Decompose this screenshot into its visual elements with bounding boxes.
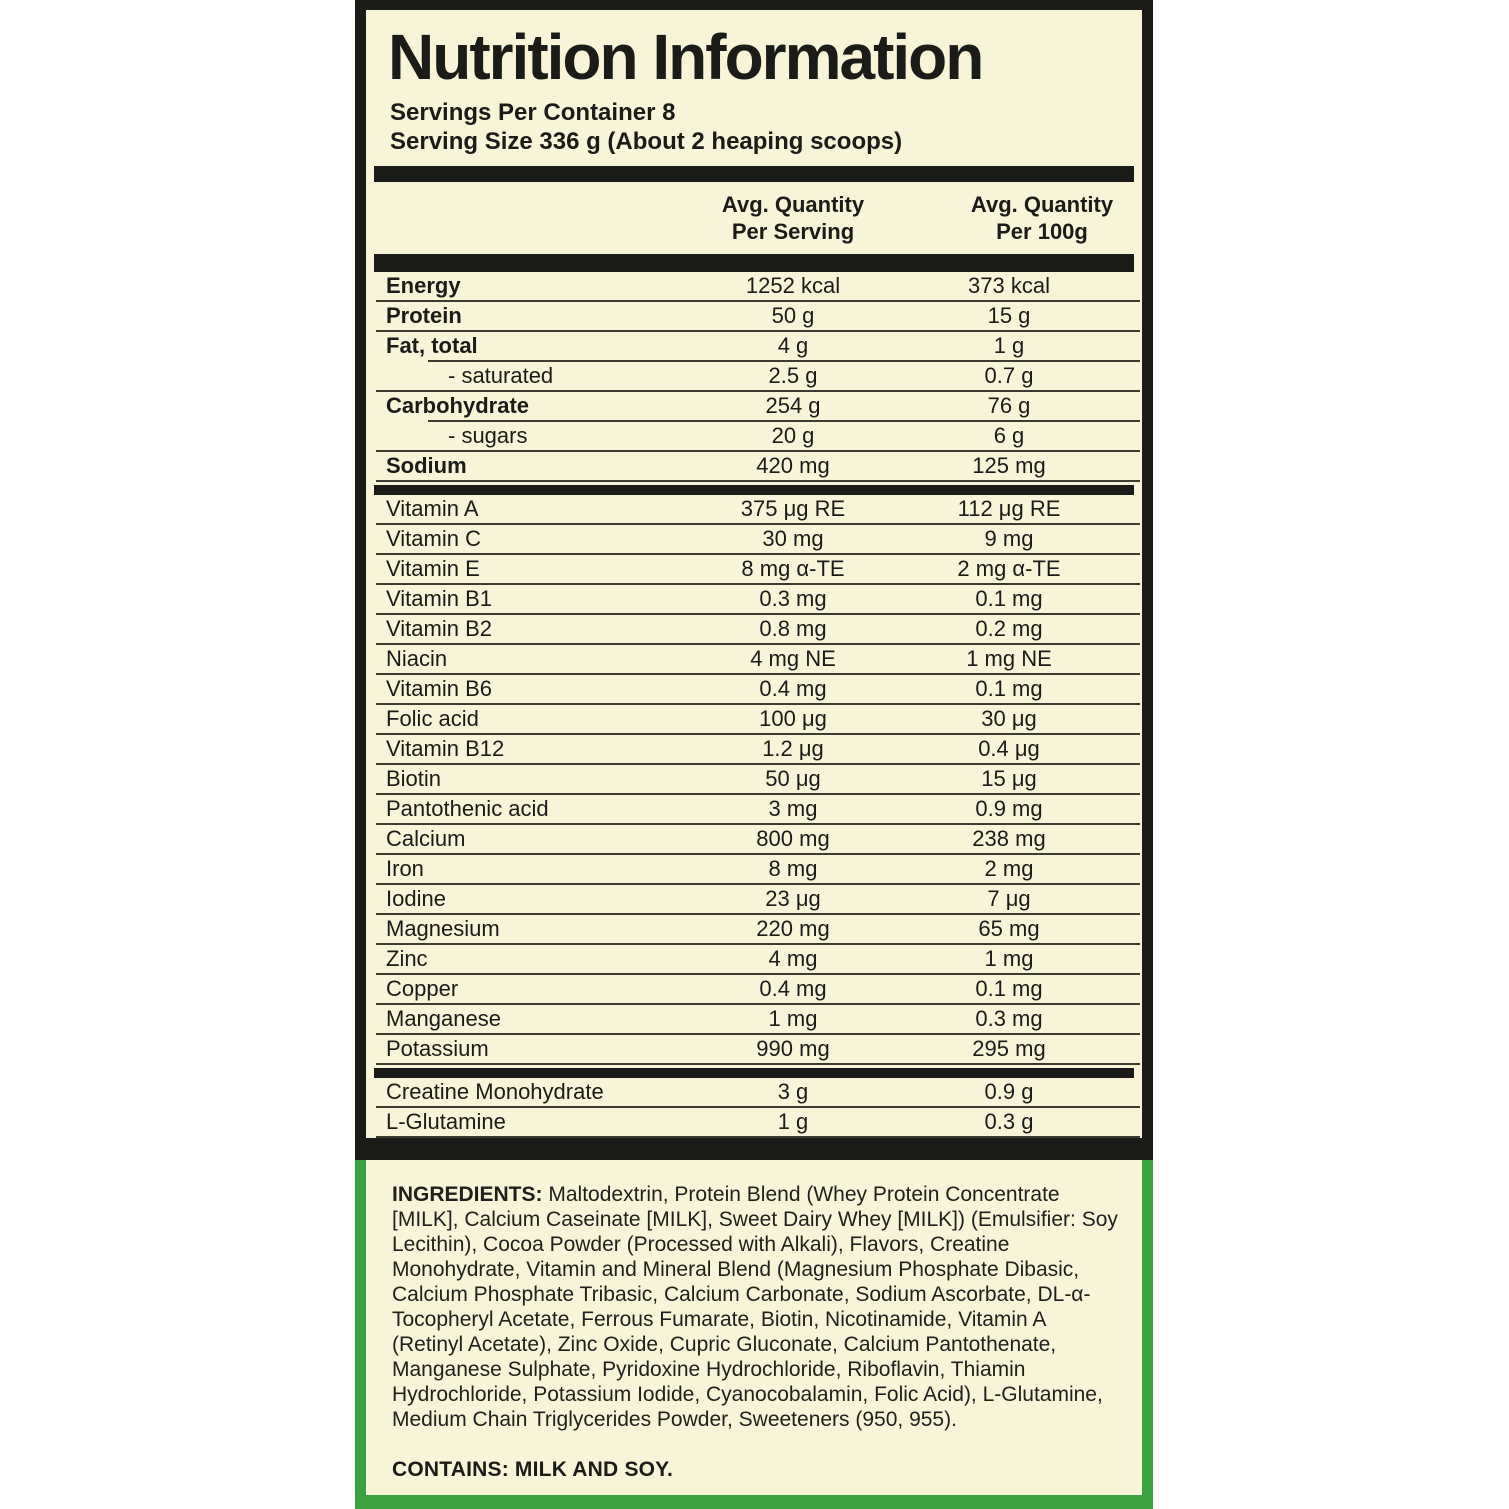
nutrient-label: Vitamin B1 [386, 586, 492, 611]
value-per-100g: 76 g [987, 393, 1031, 418]
value-per-100g: 2 mg α-TE [957, 556, 1061, 581]
nutrient-label: Magnesium [386, 916, 500, 941]
nutrient-label: Biotin [386, 766, 442, 791]
nutrient-label: Energy [386, 273, 461, 298]
value-per-serving: 4 mg [768, 946, 818, 971]
value-per-serving: 0.4 mg [759, 976, 827, 1001]
table-row [366, 332, 1142, 362]
value-per-serving: 3 g [777, 1079, 809, 1104]
nutrient-label: Vitamin B6 [386, 676, 492, 701]
value-per-100g: 0.9 mg [975, 796, 1043, 821]
nutrient-label: L-Glutamine [386, 1109, 506, 1134]
value-per-serving: 2.5 g [768, 363, 818, 388]
value-per-100g: 6 g [993, 423, 1025, 448]
table-row [366, 945, 1142, 975]
value-per-100g: 1 mg [984, 946, 1034, 971]
value-per-serving: 420 mg [756, 453, 830, 478]
table-row [366, 452, 1142, 482]
table-row [366, 1108, 1142, 1138]
value-per-100g: 373 kcal [968, 273, 1050, 298]
column-headers [366, 190, 1142, 246]
value-per-100g: 112 μg RE [957, 496, 1061, 521]
table-row [366, 855, 1142, 885]
table-row [366, 555, 1142, 585]
value-per-serving: 220 mg [756, 916, 830, 941]
table-row [366, 525, 1142, 555]
value-per-100g: 238 mg [972, 826, 1046, 851]
value-per-serving: 100 μg [759, 706, 827, 731]
value-per-100g: 1 g [993, 333, 1025, 358]
value-per-serving: 990 mg [756, 1036, 830, 1061]
nutrient-label: Folic acid [386, 706, 479, 731]
nutrient-label: Fat, total [386, 333, 478, 358]
nutrient-label: Niacin [386, 646, 448, 671]
value-per-100g: 0.3 g [984, 1109, 1034, 1134]
value-per-serving: 1 g [777, 1109, 809, 1134]
nutrient-label: Zinc [386, 946, 428, 971]
value-per-serving: 254 g [765, 393, 821, 418]
value-per-100g: 15 g [987, 303, 1031, 328]
table-row [366, 615, 1142, 645]
value-per-serving: 1252 kcal [745, 273, 841, 298]
macro-rows [366, 272, 1142, 482]
divider-bar [374, 166, 1134, 182]
value-per-100g: 15 μg [981, 766, 1037, 791]
table-row [366, 302, 1142, 332]
page-title: Nutrition Information [388, 21, 983, 93]
value-per-100g: 2 mg [984, 856, 1034, 881]
value-per-serving: 23 μg [765, 886, 821, 911]
table-row [366, 362, 1142, 392]
table-row [366, 1005, 1142, 1035]
table-row [366, 495, 1142, 525]
nutrient-label: Vitamin B12 [386, 736, 505, 761]
value-per-serving: 800 mg [756, 826, 830, 851]
table-row [366, 825, 1142, 855]
value-per-100g: 125 mg [972, 453, 1046, 478]
nutrient-label: Sodium [386, 453, 467, 478]
nutrient-label: Manganese [386, 1006, 501, 1031]
value-per-serving: 1 mg [768, 1006, 818, 1031]
nutrition-table-panel [355, 0, 1153, 1138]
ingredients-body: Maltodextrin, Protein Blend (Whey Protein Concentrate [MILK], Calcium Caseinate [MILK], Sweet Dairy Whey [MILK]) (Emulsifier: Soy Lecithin), Cocoa Powder (Processed with Alkali), Flavors, Creatine Monohydrate, Vitamin and Mineral Blend (Magnesium Phosphate Dibasic, Calcium Phosphate Tribasic, Calcium Carbonate, Sodium Ascorbate, DL-α-Tocopheryl Acetate, Ferrous Fumarate, Biotin, Nicotinamide, Vitamin A (Retinyl Acetate), Zinc Oxide, Cupric Gluconate, Calcium Pantothenate, Manganese Sulphate, Pyridoxine Hydrochloride, Riboflavin, Thiamin Hydrochloride, Potassium Iodide, Cyanocobalamin, Folic Acid), L-Glutamine, Medium Chain Triglycerides Powder, Sweeteners (950, 955). [392, 1183, 1118, 1431]
ingredients-panel [355, 1160, 1153, 1509]
nutrition-label [355, 0, 1153, 1509]
table-row [366, 1035, 1142, 1065]
value-per-100g: 7 μg [987, 886, 1031, 911]
nutrient-label: Calcium [386, 826, 466, 851]
value-per-100g: 30 μg [981, 706, 1037, 731]
value-per-serving: 50 g [771, 303, 815, 328]
value-per-serving: 8 mg α-TE [741, 556, 845, 581]
nutrient-label: Iodine [386, 886, 446, 911]
servings-per-container: Servings Per Container 8 [390, 99, 676, 126]
value-per-100g: 0.1 mg [975, 676, 1043, 701]
value-per-100g: 0.7 g [984, 363, 1034, 388]
table-row [366, 705, 1142, 735]
table-row [366, 272, 1142, 302]
value-per-100g: 0.9 g [984, 1079, 1034, 1104]
nutrient-label: Vitamin B2 [386, 616, 492, 641]
nutrient-label: Vitamin C [386, 526, 481, 551]
nutrient-label: Carbohydrate [386, 393, 530, 418]
nutrient-label: - saturated [448, 363, 554, 388]
value-per-serving: 50 μg [765, 766, 821, 791]
table-row [366, 1078, 1142, 1108]
value-per-serving: 20 g [771, 423, 815, 448]
value-per-serving: 0.8 mg [759, 616, 827, 641]
allergen-statement: CONTAINS: MILK AND SOY. [392, 1458, 674, 1481]
ingredients-paragraph [392, 1182, 1118, 1432]
ingredients-heading: INGREDIENTS: [392, 1183, 543, 1206]
value-per-serving: 4 g [777, 333, 809, 358]
value-per-serving: 375 μg RE [740, 496, 846, 521]
table-row [366, 585, 1142, 615]
table-row [366, 645, 1142, 675]
table-row [366, 975, 1142, 1005]
value-per-100g: 0.3 mg [975, 1006, 1043, 1031]
serving-info [390, 98, 1142, 156]
section-divider-bar [374, 485, 1134, 495]
value-per-100g: 0.1 mg [975, 976, 1043, 1001]
amino-rows [366, 1078, 1142, 1138]
value-per-serving: 0.4 mg [759, 676, 827, 701]
nutrient-label: Vitamin A [386, 496, 479, 521]
value-per-100g: 0.4 μg [978, 736, 1040, 761]
value-per-serving: 30 mg [762, 526, 824, 551]
divider-bar [374, 254, 1134, 272]
table-row [366, 885, 1142, 915]
column-header-per-100g: Avg. Quantity Per 100g [970, 192, 1114, 244]
value-per-serving: 0.3 mg [759, 586, 827, 611]
value-per-serving: 1.2 μg [762, 736, 824, 761]
micronutrient-rows [366, 495, 1142, 1065]
value-per-100g: 1 mg NE [966, 646, 1052, 671]
nutrient-label: Iron [386, 856, 424, 881]
table-row [366, 422, 1142, 452]
table-row [366, 392, 1142, 422]
nutrient-label: Vitamin E [386, 556, 480, 581]
table-row [366, 795, 1142, 825]
value-per-serving: 3 mg [768, 796, 818, 821]
nutrient-label: Copper [386, 976, 459, 1001]
thick-divider-band [355, 1138, 1153, 1160]
nutrient-label: - sugars [448, 423, 528, 448]
column-header-per-serving: Avg. Quantity Per Serving [721, 192, 865, 244]
value-per-serving: 4 mg NE [750, 646, 836, 671]
nutrient-label: Protein [386, 303, 462, 328]
value-per-100g: 0.1 mg [975, 586, 1043, 611]
value-per-100g: 9 mg [984, 526, 1034, 551]
serving-size: Serving Size 336 g (About 2 heaping scoops) [390, 128, 903, 155]
value-per-100g: 0.2 mg [975, 616, 1043, 641]
value-per-100g: 295 mg [972, 1036, 1046, 1061]
value-per-100g: 65 mg [978, 916, 1040, 941]
table-row [366, 675, 1142, 705]
nutrient-label: Creatine Monohydrate [386, 1079, 604, 1104]
nutrient-label: Pantothenic acid [386, 796, 549, 821]
table-row [366, 915, 1142, 945]
nutrient-label: Potassium [386, 1036, 489, 1061]
table-row [366, 735, 1142, 765]
table-row [366, 765, 1142, 795]
section-divider-bar [374, 1068, 1134, 1078]
value-per-serving: 8 mg [768, 856, 818, 881]
